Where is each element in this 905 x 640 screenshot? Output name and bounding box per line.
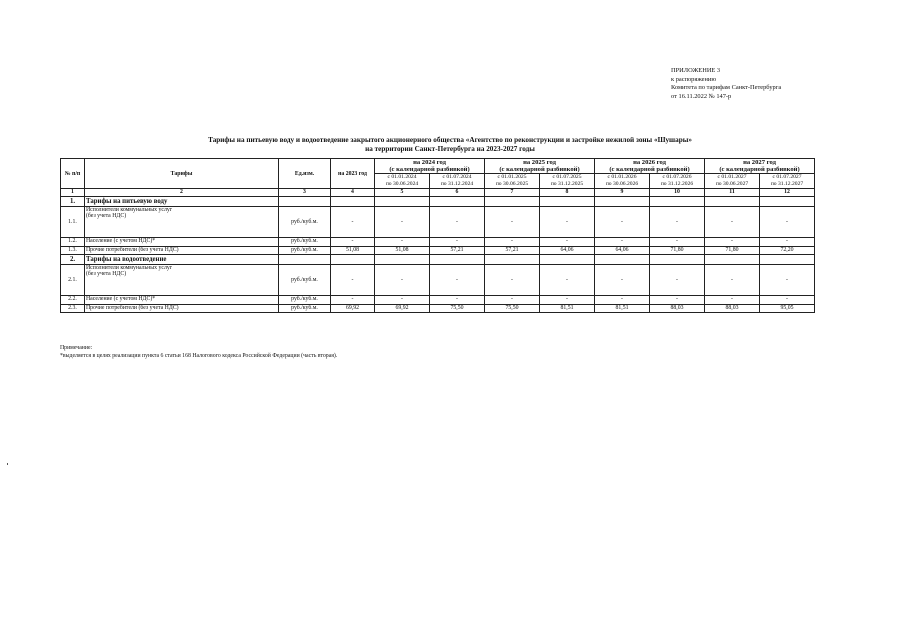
tariff-value: 75,50 [430,304,485,313]
section-title: Тарифы на водоотведение [85,255,279,265]
column-numbers-row [61,189,815,197]
header-year-2027: на 2027 год (с календарной разбивкой) [705,159,815,174]
empty-cell [279,197,331,207]
tariff-name: Население (с учетом НДС)* [85,238,279,247]
document-title [120,136,780,154]
row-number: 2.3. [61,304,85,313]
row-number: 1.1. [61,207,85,238]
tariff-value: - [760,238,815,247]
tariff-value: - [705,238,760,247]
tariff-value: - [430,238,485,247]
empty-cell [375,255,430,265]
header-year-2024: на 2024 год (с календарной разбивкой) [375,159,485,174]
table-row [61,296,815,305]
tariff-value: - [375,238,430,247]
table-row [61,265,815,296]
appendix-title: ПРИЛОЖЕНИЕ 3 [671,67,721,74]
tariff-value: 64,06 [540,246,595,255]
tariff-value: - [331,207,375,238]
column-number: 8 [540,189,595,197]
tariff-value: - [540,207,595,238]
appendix-line: Комитета по тарифам Санкт-Петербурга [671,84,782,92]
column-number: 11 [705,189,760,197]
empty-cell [279,255,331,265]
unit-cell: руб./куб.м. [279,265,331,296]
empty-cell [650,255,705,265]
tariff-value: - [595,296,650,305]
empty-cell [485,197,540,207]
table-row [61,238,815,247]
tariff-value: - [595,238,650,247]
tariff-value: - [760,207,815,238]
header-year-2025: на 2025 год (с календарной разбивкой) [485,159,595,174]
column-number: 4 [331,189,375,197]
title-line: Тарифы на питьевую воду и водоотведение закрытого акционерного общества «Агентство по реконструкции и застройке нежилой зоны «Шушары» [208,136,692,144]
empty-cell [375,197,430,207]
header-2023: на 2023 год [331,159,375,189]
row-number: 1. [61,197,85,207]
tariff-value: - [595,265,650,296]
tariff-value: 71,80 [705,246,760,255]
column-number: 7 [485,189,540,197]
tariffs-table [60,158,815,313]
column-number: 6 [430,189,485,197]
tariff-value: - [760,265,815,296]
empty-cell [430,255,485,265]
header-year-2026: на 2026 год (с календарной разбивкой) [595,159,705,174]
unit-cell: руб./куб.м. [279,304,331,313]
tariff-value: 51,08 [331,246,375,255]
tariff-value: 69,92 [331,304,375,313]
tariff-value: - [650,296,705,305]
header-period: с 01.07.2025 по 31.12.2025 [540,174,595,189]
tariff-value: 88,03 [650,304,705,313]
tariff-value: - [331,296,375,305]
section-row [61,197,815,207]
tariff-name: Прочие потребители (без учета НДС) [85,304,279,313]
column-number: 10 [650,189,705,197]
section-title: Тарифы на питьевую воду [85,197,279,207]
tariff-value: 57,21 [485,246,540,255]
header-period: с 01.07.2026 по 31.12.2026 [650,174,705,189]
header-period: с 01.01.2026 по 30.06.2026 [595,174,650,189]
tariff-value: 75,50 [485,304,540,313]
empty-cell [485,255,540,265]
column-number: 2 [85,189,279,197]
empty-cell [705,255,760,265]
footnote [60,343,337,360]
tariff-value: - [650,207,705,238]
appendix-block [671,67,781,101]
tariff-value: - [430,265,485,296]
tariff-value: - [650,265,705,296]
unit-cell: руб./куб.м. [279,246,331,255]
tariff-name: Население (с учетом НДС)* [85,296,279,305]
tariff-value: - [430,296,485,305]
header-tariffs: Тарифы [85,159,279,189]
tariff-name: Исполнители коммунальных услуг (без учета НДС) [85,207,279,238]
row-number: 2.1. [61,265,85,296]
title-line: на территории Санкт-Петербурга на 2023-2027 годы [365,145,535,153]
footnote-text: *выделяется в целях реализации пункта 6 статьи 168 Налогового кодекса Российской Федерации (часть вторая). [60,353,338,359]
table-row [61,246,815,255]
tariff-value: - [485,238,540,247]
table-body [61,189,815,313]
tariff-value: - [705,265,760,296]
empty-cell [705,197,760,207]
tariff-value: - [650,238,705,247]
column-number: 5 [375,189,430,197]
tariff-value: - [430,207,485,238]
column-number: 12 [760,189,815,197]
empty-cell [540,255,595,265]
header-period: с 01.01.2024 по 30.06.2024 [375,174,430,189]
tariff-value: - [540,265,595,296]
header-num: № п/п [61,159,85,189]
tariff-value: - [485,265,540,296]
tariff-value: 51,08 [375,246,430,255]
tariff-value: - [485,207,540,238]
empty-cell [650,197,705,207]
empty-cell [331,255,375,265]
tariff-value: - [375,207,430,238]
empty-cell [430,197,485,207]
appendix-line: к распоряжению [671,75,717,83]
header-period: с 01.07.2027 по 31.12.2027 [760,174,815,189]
tariff-value: 81,51 [595,304,650,313]
unit-cell: руб./куб.м. [279,238,331,247]
tariff-value: 71,80 [650,246,705,255]
empty-cell [595,197,650,207]
scan-speck [7,463,8,465]
footnote-label: Примечание: [60,345,93,351]
tariff-value: - [485,296,540,305]
table-row [61,304,815,313]
tariff-name: Прочие потребители (без учета НДС) [85,246,279,255]
column-number: 3 [279,189,331,197]
row-number: 1.2. [61,238,85,247]
tariff-value: 69,92 [375,304,430,313]
appendix-line: от 16.11.2022 № 147-р [671,92,732,100]
tariff-value: 72,20 [760,246,815,255]
tariff-value: - [331,238,375,247]
tariff-value: - [331,265,375,296]
tariff-value: - [595,207,650,238]
row-number: 2.2. [61,296,85,305]
unit-cell: руб./куб.м. [279,207,331,238]
tariff-value: - [760,296,815,305]
empty-cell [595,255,650,265]
tariff-value: - [540,296,595,305]
section-row [61,255,815,265]
empty-cell [760,255,815,265]
row-number: 1.3. [61,246,85,255]
header-period: с 01.07.2024 по 31.12.2024 [430,174,485,189]
column-number: 9 [595,189,650,197]
unit-cell: руб./куб.м. [279,296,331,305]
tariff-value: 88,03 [705,304,760,313]
tariff-value: - [540,238,595,247]
tariff-value: 57,21 [430,246,485,255]
tariff-value: 95,05 [760,304,815,313]
header-unit: Ед.изм. [279,159,331,189]
tariff-value: 81,51 [540,304,595,313]
tariff-value: - [705,207,760,238]
tariff-value: 64,06 [595,246,650,255]
empty-cell [331,197,375,207]
header-period: с 01.01.2027 по 30.06.2027 [705,174,760,189]
table-row [61,207,815,238]
empty-cell [540,197,595,207]
column-number: 1 [61,189,85,197]
tariff-value: - [375,296,430,305]
tariff-value: - [375,265,430,296]
row-number: 2. [61,255,85,265]
tariff-value: - [705,296,760,305]
empty-cell [760,197,815,207]
tariff-name: Исполнители коммунальных услуг (без учета НДС) [85,265,279,296]
header-period: с 01.01.2025 по 30.06.2025 [485,174,540,189]
